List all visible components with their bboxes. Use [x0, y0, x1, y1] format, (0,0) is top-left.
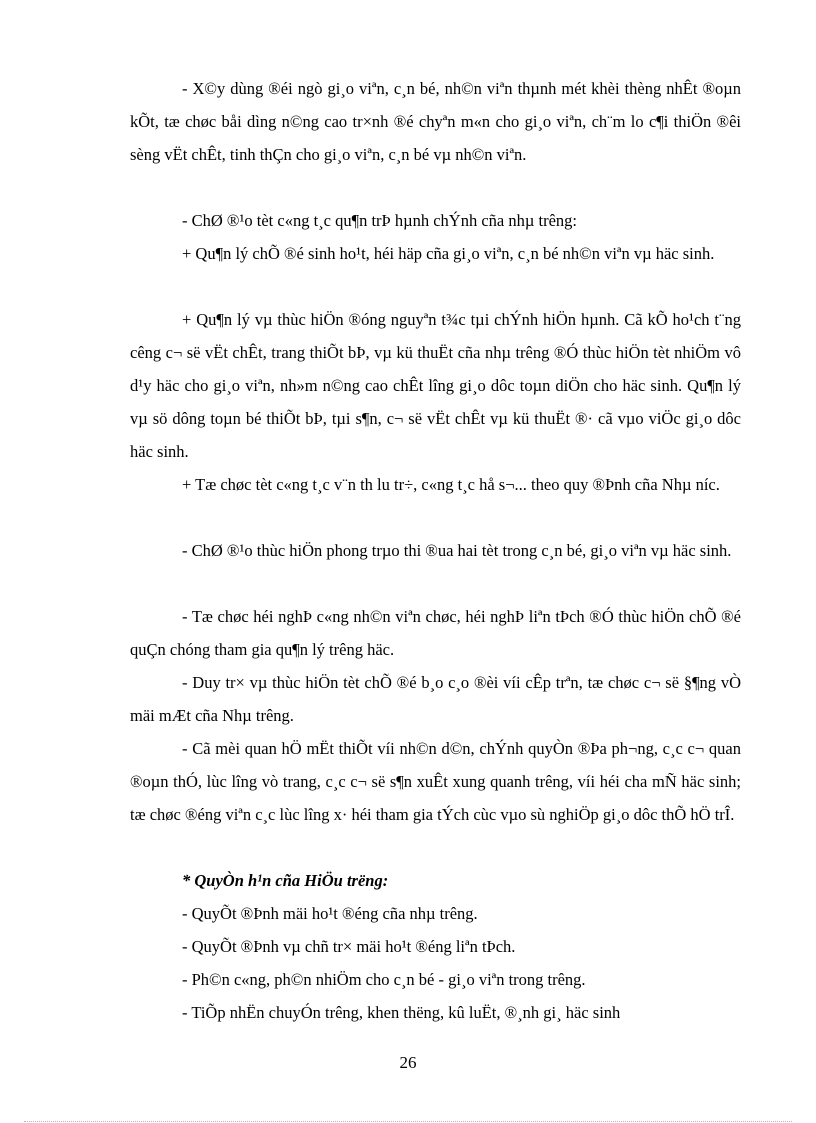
page-number: 26	[399, 1053, 417, 1072]
paragraph-relations: - Cã mèi quan hÖ mËt thiÕt víi nh©n d©n, chÝnh quyÒn ®Þa ph¬ng, c¸c c¬ quan ®oµn thÓ, lùc lîng vò trang, c¸c c¬ së s¶n xuÊt xung quanh trêng, víi héi cha mÑ häc sinh; tæ chøc ®éng viªn c¸c lùc lîng x· héi tham gia tÝch cùc vµo sù nghiÖp gi¸o dôc thÕ hÖ trÎ.	[130, 739, 741, 824]
paragraph-assignment: - Ph©n c«ng, ph©n nhiÖm cho c¸n bé - gi¸o viªn trong trêng.	[182, 970, 586, 989]
paragraph-staff-development: - X©y dùng ®éi ngò gi¸o viªn, c¸n bé, nh©n viªn thµnh mét khèi thèng nhÊt ®oµn kÕt, tæ chøc båi dìng n©ng cao tr×nh ®é chyªn m«n cho gi¸o viªn, ch¨m lo c¶i thiÖn ®êi sèng vËt chÊt, tinh thÇn cho gi¸o viªn, c¸n bé vµ nh©n viªn.	[130, 79, 741, 164]
paragraph-student-transfer: - TiÕp nhËn chuyÓn trêng, khen thëng, kû luËt, ®¸nh gi¸ häc sinh	[182, 1003, 621, 1022]
section-heading-principal-rights: * QuyÒn h¹n cña HiÖu trëng:	[182, 871, 389, 890]
paragraph-manage-finance: + Qu¶n lý vµ thùc hiÖn ®óng nguyªn t¾c tµi chÝnh hiÖn hµnh. Cã kÕ ho¹ch t¨ng cêng c¬ së vËt chÊt, trang thiÕt bÞ, vµ kü thuËt cña nhµ trêng ®Ó thùc hiÖn tèt nhiÖm vô d¹y häc cho gi¸o viªn, nh»m n©ng cao chÊt lîng gi¸o dôc toµn diÖn cho häc sinh. Qu¶n lý vµ sö dông toµn bé thiÕt bÞ, tµi s¶n, c¬ së vËt chÊt vµ kü thuËt ®· cã vµo viÖc gi¸o dôc häc sinh.	[130, 310, 741, 461]
paragraph-reporting: - Duy tr× vµ thùc hiÖn tèt chÕ ®é b¸o c¸o ®èi víi cÊp trªn, tæ chøc c¬ së §¶ng vÒ mäi mÆt cña Nhµ trêng.	[130, 673, 741, 725]
paragraph-decide-activities: - QuyÕt ®Þnh mäi ho¹t ®éng cña nhµ trêng.	[182, 904, 478, 923]
paragraph-admin-direction: - ChØ ®¹o tèt c«ng t¸c qu¶n trÞ hµnh chÝnh cña nhµ trêng:	[182, 211, 577, 230]
paragraph-chair-joint: - QuyÕt ®Þnh vµ chñ tr× mäi ho¹t ®éng liªn tÞch.	[182, 937, 516, 956]
paragraph-emulation: - ChØ ®¹o thùc hiÖn phong trµo thi ®ua hai tèt trong c¸n bé, gi¸o viªn vµ häc sinh.	[182, 541, 732, 560]
paragraph-conference: - Tæ chøc héi nghÞ c«ng nh©n viªn chøc, héi nghÞ liªn tÞch ®Ó thùc hiÖn chÕ ®é quÇn chóng tham gia qu¶n lý trêng häc.	[130, 607, 741, 659]
paragraph-records: + Tæ chøc tèt c«ng t¸c v¨n th lu tr÷, c«ng t¸c hå s¬... theo quy ®Þnh cña Nhµ níc.	[182, 475, 720, 494]
paragraph-manage-activities: + Qu¶n lý chÕ ®é sinh ho¹t, héi häp cña gi¸o viªn, c¸n bé nh©n viªn vµ häc sinh.	[182, 244, 715, 263]
page-bottom-divider	[24, 1121, 792, 1122]
